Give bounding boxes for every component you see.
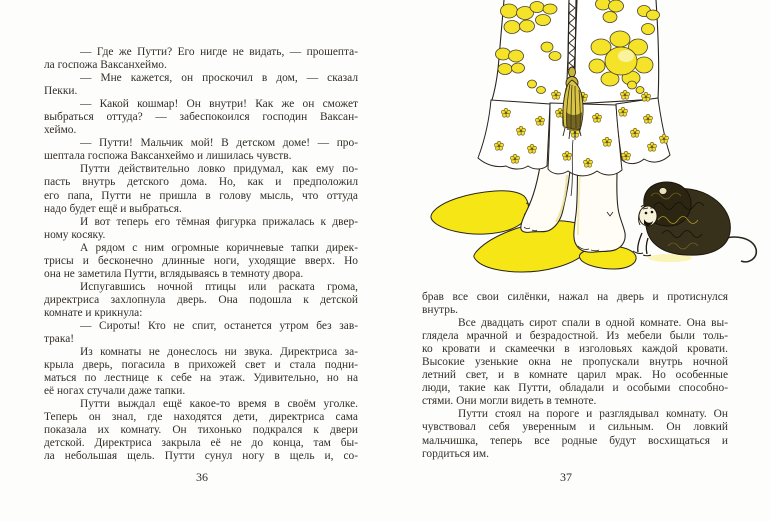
braided-cord xyxy=(568,0,576,70)
text-line: летний свет, и в комнате царил мрак. Но особенные xyxy=(422,369,728,382)
text-line: — Сироты! Кто не спит, останется утром без зав- xyxy=(80,319,358,332)
text-line: мальчишка, теперь все родные будут восхищаться и xyxy=(422,434,728,447)
text-line: чувствовал себя уверенным и сильным. Он ловкий xyxy=(422,421,728,434)
text-line: Путти стоял на пороге и разглядывал комнату. Он xyxy=(458,408,728,421)
text-line: крыла дверь, погасила в прихожей свет и стала подни- xyxy=(44,359,358,372)
text-line: Пекки. xyxy=(44,85,78,98)
text-line: И вот теперь его тёмная фигурка прижалась к двер- xyxy=(80,215,358,228)
text-line: хеймо. xyxy=(44,124,77,137)
text-line: — Какой кошмар! Он внутри! Как же он сможет xyxy=(80,98,358,111)
text-line: её ногах стучали даже тапки. xyxy=(44,385,186,398)
text-line: люди, такие как Путти, обладали и особыми способно- xyxy=(422,382,728,395)
text-line: детской. Директриса закрыла её не до конца, там бы- xyxy=(44,437,358,450)
text-line: ла небольшая щель. Путти сунул ногу в щель и, со- xyxy=(44,450,358,463)
text-line: она не заметила Путти, вглядываясь в темноту двора. xyxy=(44,267,304,280)
text-line: показала их комнату. Он тихонько подкрался к двери xyxy=(44,424,358,437)
text-line: — Где же Путти? Его нигде не видать, — прошепта- xyxy=(80,46,358,58)
text-line: выбраться оттуда? — забеспокоился господин Ваксан- xyxy=(44,111,358,124)
page-number-left: 36 xyxy=(196,470,208,484)
text-line: гордиться им. xyxy=(422,447,489,460)
troll-putti xyxy=(633,182,756,262)
text-line: ла госпожа Ваксанхеймо. xyxy=(44,59,167,72)
text-line: ко кровати и скамеечки в изголовьях каждой кровати. xyxy=(422,343,728,356)
text-line: — Путти! Мальчик мой! В детском доме! — про- xyxy=(80,137,358,150)
text-line: трака! xyxy=(44,333,75,346)
page-number-right: 37 xyxy=(560,470,572,484)
left-page-text xyxy=(44,46,358,464)
text-line: — Мне кажется, он проскочил в дом, — сказал xyxy=(80,72,358,85)
text-line: его папа, Путти не пришла в голову мысль, что оттуда xyxy=(44,189,358,202)
text-line: А рядом с ним огромные коричневые тапки дирек- xyxy=(80,241,358,254)
text-line: надо будет ещё и выбраться. xyxy=(44,202,182,215)
text-line: Все двадцать сирот спали в одной комнате. Она вы- xyxy=(458,317,728,330)
text-line: брав все свои силёнки, нажал на дверь и протиснулся xyxy=(422,291,728,303)
right-page-text xyxy=(422,291,728,461)
text-line: глядела мрачной и безрадостной. Из мебели были толь- xyxy=(422,330,728,343)
text-line: директриса захлопнула дверь. Она подошла к детской xyxy=(44,293,358,306)
text-line: Высокие узенькие окна не пропускали внутрь ночной xyxy=(422,356,728,369)
text-line: Испугавшись ночной птицы или раската грома, xyxy=(80,280,358,293)
text-line: ному косяку. xyxy=(44,228,106,241)
text-line: шептала госпожа Ваксанхеймо и лишилась чувств. xyxy=(44,150,292,163)
text-line: комнате и крикнула: xyxy=(44,306,143,319)
text-line: трисы и бесконечно длинные ноги, уходящие вверх. Но xyxy=(44,254,358,267)
flowered-gown-slippers-troll-illustration xyxy=(420,0,760,292)
text-line: Путти действительно ловко придумал, как ему по- xyxy=(80,163,358,176)
text-line: пасть внутрь детского дома. Но, как и предположил xyxy=(44,176,358,189)
text-line: внутрь. xyxy=(422,304,459,317)
text-line: Теперь он знал, где находятся дети, директриса сама xyxy=(44,411,358,424)
text-line: стями. Они могли видеть в темноте. xyxy=(422,395,597,408)
text-line: Из комнаты не донеслось ни звука. Директриса за- xyxy=(80,346,358,359)
text-line: Путти выждал ещё какое-то время в своём уголке. xyxy=(80,398,358,411)
text-line: маться по лестнице к себе на этаж. Удивительно, но на xyxy=(44,372,358,385)
